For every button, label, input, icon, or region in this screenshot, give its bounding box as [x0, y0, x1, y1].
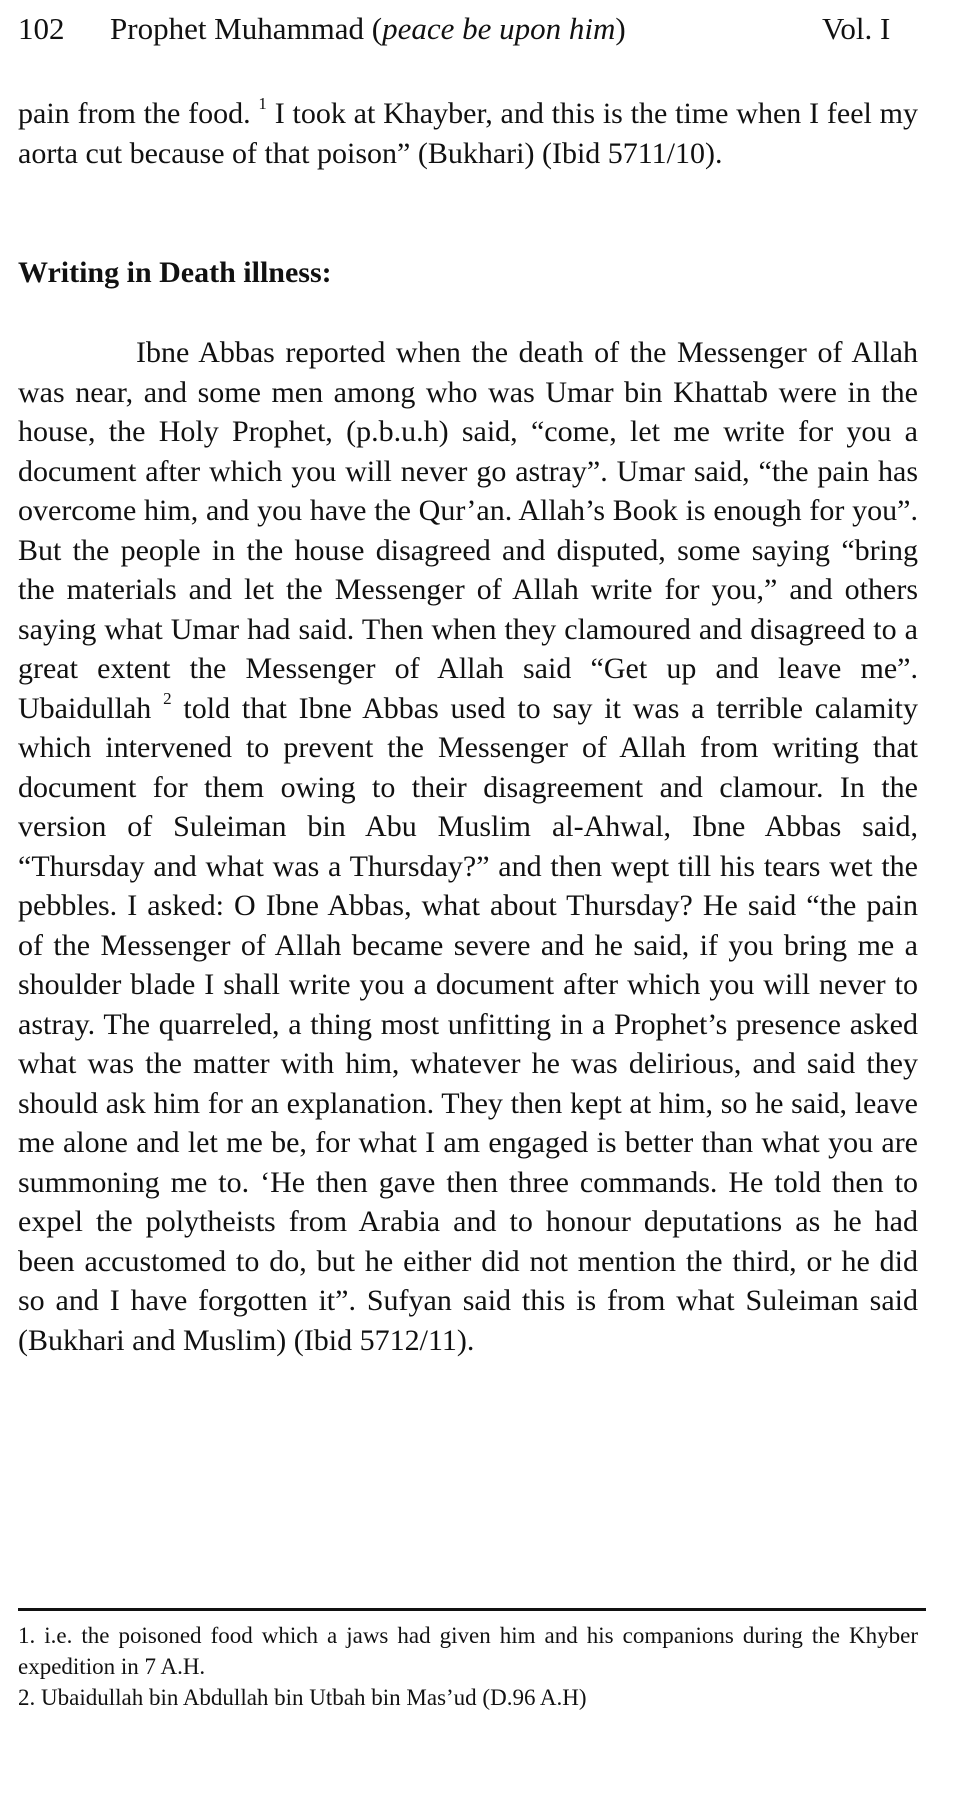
running-header	[18, 8, 918, 50]
footnote-divider	[18, 1608, 926, 1611]
running-title-suffix: )	[615, 11, 626, 46]
page-number: 102	[18, 11, 65, 46]
volume-label: Vol. I	[822, 11, 891, 46]
running-title	[110, 8, 626, 50]
continuation-text-start: pain from the food.	[18, 97, 259, 130]
continuation-paragraph	[18, 94, 918, 173]
body-text-start: Ibne Abbas reported when the death of the Messenger of Allah was near, and some men among who was Umar bin Khattab were in the house, the Holy Prophet, (p.b.u.h) said, “come, let me write for you a document after which you will never go astray”. Umar said, “the pain has overcome him, and you have the Qur’an. Allah’s Book is enough for you”. But the people in the house disagreed and disputed, some saying “bring the materials and let the Messenger of Allah write for you,” and others saying what Umar had said. Then when they clamoured and disagreed to a great extent the Messenger of Allah said “Get up and leave me”. Ubaidullah	[18, 336, 918, 725]
body-paragraph	[18, 333, 918, 1360]
footnote-ref-2[interactable]: 2	[163, 688, 172, 708]
running-title-prefix: Prophet Muhammad (	[110, 11, 383, 46]
footnote-2: 2. Ubaidullah bin Abdullah bin Utbah bin Mas’ud (D.96 A.H)	[18, 1685, 587, 1710]
footnotes	[18, 1620, 918, 1713]
running-title-italic: peace be upon him	[382, 11, 616, 46]
footnote-1: 1. i.e. the poisoned food which a jaws had given him and his companions during the Khyber expedition in 7 A.H.	[18, 1623, 918, 1679]
footnote-ref-1[interactable]: 1	[258, 94, 267, 113]
continuation-text-end: I took at Khayber, and this is the time when I feel my aorta cut because of that poison” (Bukhari) (Ibid 5711/10).	[18, 97, 918, 170]
section-heading: Writing in Death illness:	[18, 256, 332, 289]
body-text-end: told that Ibne Abbas used to say it was a terrible calamity which intervened to prevent the Messenger of Allah from writing that document for them owing to their disagreement and clamour. In the version of Suleiman bin Abu Muslim al-Ahwal, Ibne Abbas said, “Thursday and what was a Thursday?” and then wept till his tears wet the pebbles. I asked: O Ibne Abbas, what about Thursday? He said “the pain of the Messenger of Allah became severe and he said, if you bring me a shoulder blade I shall write you a document after which you will never to astray. The quarreled, a thing most unfitting in a Prophet’s presence asked what was the matter with him, whatever he was delirious, and said they should ask him for an explanation. They then kept at him, so he said, leave me alone and let me be, for what I am engaged is better than what you are summoning me to. ‘He then gave then three commands. He told then to expel the polytheists from Arabia and to honour deputations as he had been accustomed to do, but he either did not mention the third, or he did so and I have forgotten it”. Sufyan said this is from what Suleiman said (Bukhari and Muslim) (Ibid 5712/11).	[18, 691, 918, 1357]
